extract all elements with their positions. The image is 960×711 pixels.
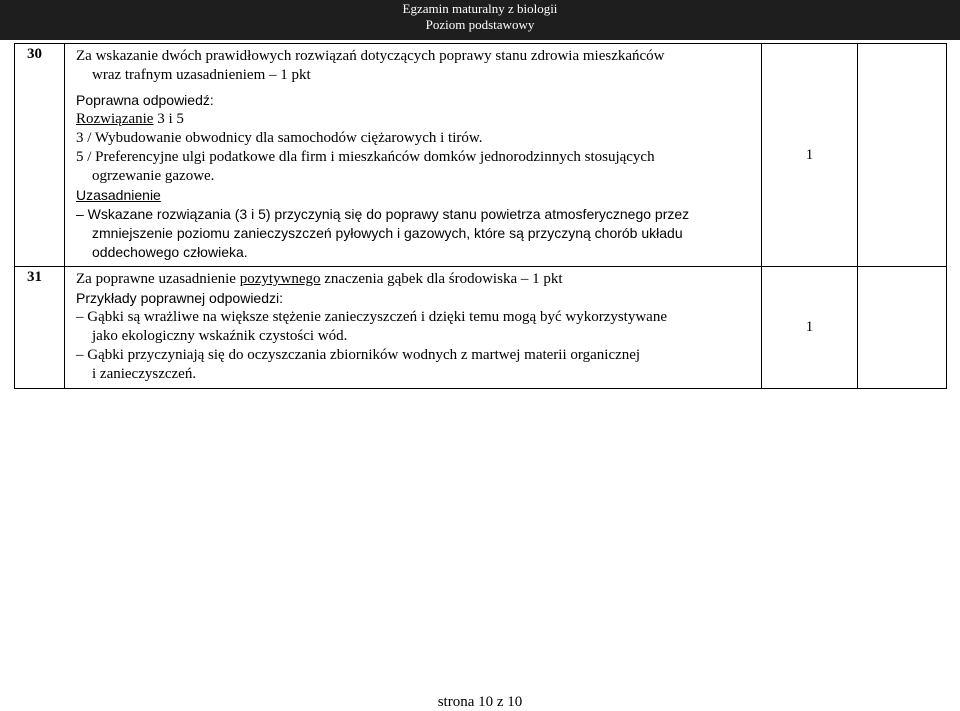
criterion-text-cont: wraz trafnym uzasadnieniem – 1 pkt: [92, 67, 311, 83]
exam-title: Egzamin maturalny z biologii: [402, 1, 558, 16]
solution-label: Rozwiązanie: [76, 111, 154, 127]
solution-line: [76, 110, 755, 129]
task-description: [65, 44, 762, 267]
page-number: strona 10 z 10: [437, 694, 523, 710]
solution-value: 3 i 5: [153, 111, 184, 127]
criterion-text: [76, 270, 755, 289]
justification-text: – Wskazane rozwiązania (3 i 5) przyczynią się do poprawy stanu powietrza atmosferycznego przez: [76, 206, 690, 222]
task-number: 30: [15, 44, 65, 267]
page-header: [0, 0, 960, 40]
justification-label: Uzasadnienie: [76, 187, 161, 203]
option-5: 5 / Preferencyjne ulgi podatkowe dla firm i mieszkańców domków jednorodzinnych stosujących: [76, 149, 655, 165]
answer-heading: Poprawna odpowiedź:: [76, 92, 214, 108]
points-value: 1: [762, 44, 858, 267]
example-2-cont: i zanieczyszczeń.: [92, 366, 197, 382]
example-2: – Gąbki przyczyniają się do oczyszczania zbiorników wodnych z martwej materii organicznej: [76, 347, 641, 363]
task-number: 31: [15, 267, 65, 389]
justification-text-cont: zmniejszenie poziomu zanieczyszczeń pyłowych i gazowych, które są przyczyną chorób układu: [92, 225, 683, 241]
criterion-pre: Za poprawne uzasadnienie: [76, 271, 240, 287]
table-row: [15, 44, 947, 267]
example-1: – Gąbki są wrażliwe na większe stężenie zanieczyszczeń i dzięki temu mogą być wykorzystywane: [76, 309, 667, 325]
option-5-cont: ogrzewanie gazowe.: [92, 168, 215, 184]
example-1-cont: jako ekologiczny wskaźnik czystości wód.: [92, 328, 348, 344]
empty-cell: [858, 267, 947, 389]
exam-level: Poziom podstawowy: [425, 17, 535, 32]
criterion-text: Za wskazanie dwóch prawidłowych rozwiązań dotyczących poprawy stanu zdrowia mieszkańców: [76, 48, 665, 64]
answer-key-table: [14, 43, 947, 389]
task-description: [65, 267, 762, 389]
examples-heading: Przykłady poprawnej odpowiedzi:: [76, 290, 283, 306]
table-row: [15, 267, 947, 389]
criterion-underlined: pozytywnego: [239, 271, 321, 287]
points-value: 1: [762, 267, 858, 389]
criterion-post: znaczenia gąbek dla środowiska – 1 pkt: [320, 271, 563, 287]
option-3: 3 / Wybudowanie obwodnicy dla samochodów ciężarowych i tirów.: [76, 130, 483, 146]
empty-cell: [858, 44, 947, 267]
justification-text-cont-2: oddechowego człowieka.: [92, 244, 248, 260]
